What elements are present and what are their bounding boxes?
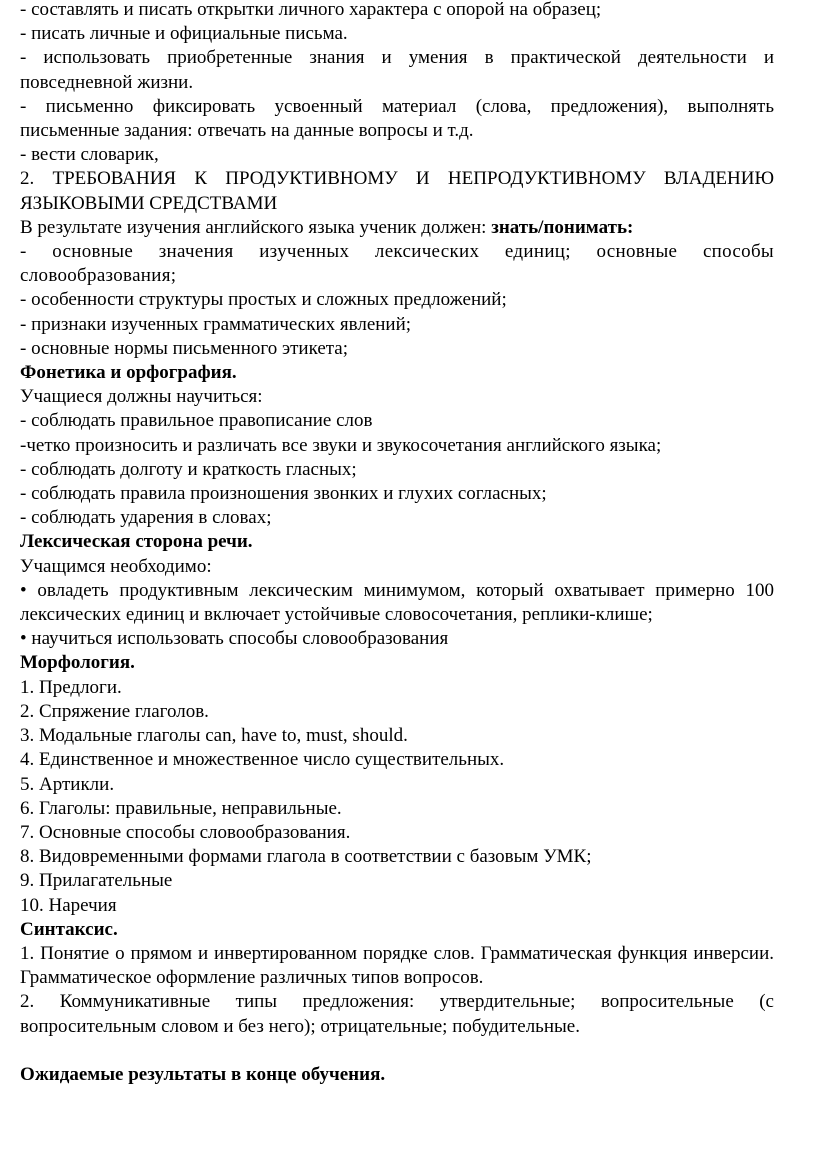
morphology-list xyxy=(20,676,774,918)
list-item: 2. Коммуникативные типы предложения: утвердительные; вопросительные (с вопросительным словом и без него); отрицательные; побудительные. xyxy=(20,991,774,1037)
list-item: 8. Видовременными формами глагола в соответствии с базовым УМК; xyxy=(20,846,592,868)
requirements-list xyxy=(20,240,774,361)
list-item: 9. Прилагательные xyxy=(20,870,173,892)
list-item: - письменно фиксировать усвоенный материал (слова, предложения), выполнять письменные задания: отвечать на данные вопросы и т.д. xyxy=(20,95,774,142)
list-item: 3. Модальные глаголы can, have to, must, should. xyxy=(20,725,408,747)
lead-text: В результате изучения английского языка ученик должен: xyxy=(20,216,492,238)
list-item: 4. Единственное и множественное число существительных. xyxy=(20,749,505,771)
phonetics-list xyxy=(20,409,774,530)
list-item: 7. Основные способы словообразования. xyxy=(20,821,351,843)
list-item: 10. Наречия xyxy=(20,894,117,916)
lexical-list xyxy=(20,579,774,652)
phonetics-heading: Фонетика и орфография. xyxy=(20,362,237,384)
list-item: • научиться использовать способы словообразования xyxy=(20,628,449,650)
morphology-heading: Морфология. xyxy=(20,652,135,674)
list-item: 2. Спряжение глаголов. xyxy=(20,700,209,722)
list-item: - признаки изученных грамматических явлений; xyxy=(20,313,412,335)
lexical-intro: Учащимся необходимо: xyxy=(20,555,212,577)
intro-list xyxy=(20,0,774,167)
section-2-lead xyxy=(20,216,774,240)
document-body xyxy=(20,0,774,1087)
list-item: - составлять и писать открытки личного характера с опорой на образец; xyxy=(20,0,602,20)
lexical-heading: Лексическая сторона речи. xyxy=(20,531,253,553)
list-item: 5. Артикли. xyxy=(20,773,115,795)
list-item: - соблюдать правильное правописание слов xyxy=(20,410,373,432)
phonetics-intro: Учащиеся должны научиться: xyxy=(20,386,263,408)
list-item: - соблюдать ударения в словах; xyxy=(20,507,272,529)
blank-line xyxy=(20,1039,774,1063)
list-item: - вести словарик, xyxy=(20,144,159,166)
list-item: - использовать приобретенные знания и умения в практической деятельности и повседневной жизни. xyxy=(20,47,774,93)
list-item: - особенности структуры простых и сложных предложений; xyxy=(20,289,507,311)
syntax-list xyxy=(20,942,774,1039)
list-item: • овладеть продуктивным лексическим минимумом, который охватывает примерно 100 лексических единиц и включает устойчивые словосочетания, реплики-клише; xyxy=(20,579,774,626)
list-item: - основные нормы письменного этикета; xyxy=(20,337,349,359)
section-2-title: 2. ТРЕБОВАНИЯ К ПРОДУКТИВНОМУ И НЕПРОДУКТИВНОМУ ВЛАДЕНИЮ ЯЗЫКОВЫМИ СРЕДСТВАМИ xyxy=(20,168,774,214)
lead-bold-text: знать/понимать: xyxy=(491,216,634,238)
syntax-heading: Синтаксис. xyxy=(20,918,118,940)
results-heading: Ожидаемые результаты в конце обучения. xyxy=(20,1063,386,1085)
list-item: 1. Понятие о прямом и инвертированном порядке слов. Грамматическая функция инверсии. Грамматическое оформление различных типов вопросов. xyxy=(20,942,774,989)
list-item: -четко произносить и различать все звуки и звукосочетания английского языка; xyxy=(20,434,662,456)
list-item: - основные значения изученных лексических единиц; основные способы словообразования; xyxy=(20,241,774,287)
list-item: - писать личные и официальные письма. xyxy=(20,23,348,45)
list-item: - соблюдать правила произношения звонких и глухих согласных; xyxy=(20,483,547,505)
list-item: - соблюдать долготу и краткость гласных; xyxy=(20,458,357,480)
list-item: 6. Глаголы: правильные, неправильные. xyxy=(20,797,342,819)
list-item: 1. Предлоги. xyxy=(20,676,122,698)
